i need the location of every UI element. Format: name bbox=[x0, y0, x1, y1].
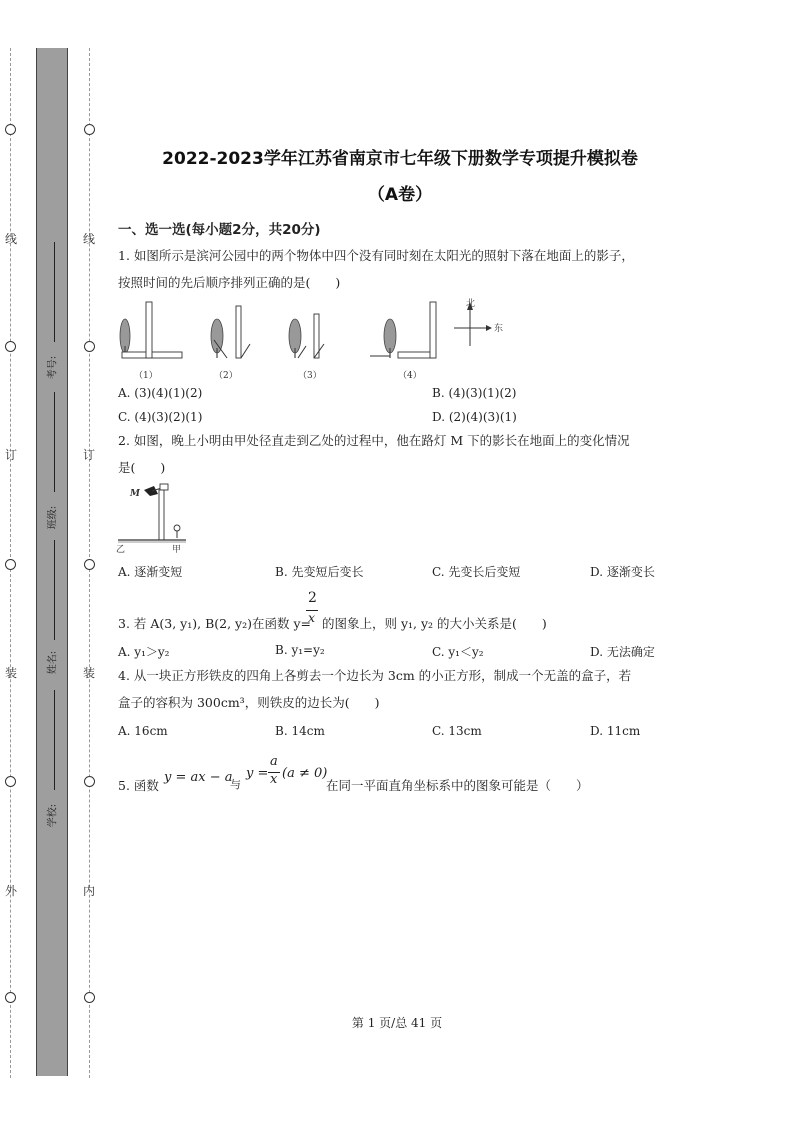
binding-hole bbox=[84, 992, 95, 1003]
figure-label: （4） bbox=[398, 371, 422, 381]
figure-label: （1） bbox=[134, 371, 158, 381]
shadow-figure-3 bbox=[289, 314, 324, 381]
margin-char: 内 bbox=[82, 884, 95, 898]
margin-char: 装 bbox=[82, 666, 95, 680]
binding-hole bbox=[5, 992, 16, 1003]
shadow-figure-1 bbox=[120, 302, 182, 381]
field-underline bbox=[54, 392, 55, 492]
field-school[interactable]: 学校: bbox=[47, 803, 59, 828]
option-d[interactable]: D. 无法确定 bbox=[590, 645, 655, 659]
option-b[interactable]: B. (4)(3)(1)(2) bbox=[432, 386, 517, 400]
compass-east: 东 bbox=[494, 324, 504, 334]
question-2-figure bbox=[114, 482, 194, 556]
question-5-stem bbox=[118, 754, 678, 798]
stem-post: 的图象上，则 y₁, y₂ 的大小关系是( ) bbox=[322, 616, 547, 631]
field-class[interactable]: 班级: bbox=[47, 505, 59, 530]
fraction-numerator: a bbox=[270, 754, 278, 769]
page-subtitle: （A卷） bbox=[367, 185, 433, 205]
page-title: 2022-2023学年江苏省南京市七年级下册数学专项提升模拟卷 bbox=[162, 149, 638, 169]
question-1-figure bbox=[114, 296, 514, 382]
binding-hole bbox=[84, 341, 95, 352]
stem-line: 4. 从一块正方形铁皮的四角上各剪去一个边长为 3cm 的小正方形，制成一个无盖的盒子，若 bbox=[118, 668, 632, 683]
stem-line: 盒子的容积为 300cm³，则铁皮的边长为( ) bbox=[118, 695, 380, 710]
point-label-jia: 甲 bbox=[172, 545, 182, 555]
field-exam-number[interactable]: 考号: bbox=[47, 355, 59, 380]
binding-hole bbox=[5, 559, 16, 570]
field-name[interactable]: 姓名: bbox=[47, 650, 59, 675]
page-footer: 第 1 页/总 41 页 bbox=[351, 1016, 443, 1030]
binding-hole bbox=[84, 559, 95, 570]
field-underline bbox=[54, 242, 55, 342]
stem-line: 2. 如图，晚上小明由甲处径直走到乙处的过程中，他在路灯 M 下的影长在地面上的变化情况 bbox=[118, 433, 630, 448]
margin-char: 线 bbox=[82, 232, 95, 246]
option-c[interactable]: C. y₁＜y₂ bbox=[432, 645, 484, 659]
stem-line: 按照时间的先后顺序排列正确的是( ) bbox=[118, 275, 341, 290]
binding-hole bbox=[5, 124, 16, 135]
option-d[interactable]: D. (2)(4)(3)(1) bbox=[432, 410, 517, 424]
formula-y: y = bbox=[246, 766, 269, 781]
lamp-label: M bbox=[130, 489, 140, 499]
figure-label: （3） bbox=[298, 371, 322, 381]
option-b[interactable]: B. 14cm bbox=[275, 724, 325, 738]
option-d[interactable]: D. 逐渐变长 bbox=[590, 565, 655, 579]
compass-north: 北 bbox=[466, 299, 476, 309]
shadow-figure-4 bbox=[370, 302, 436, 381]
stem-post: 在同一平面直角坐标系中的图象可能是（ ） bbox=[326, 778, 589, 793]
option-c[interactable]: C. (4)(3)(2)(1) bbox=[118, 410, 203, 424]
section-heading: 一、选一选(每小题2分，共20分) bbox=[118, 222, 321, 238]
compass-icon bbox=[454, 297, 503, 346]
field-underline bbox=[54, 540, 55, 640]
option-b[interactable]: B. y₁=y₂ bbox=[275, 643, 325, 657]
question-4-stem bbox=[118, 665, 678, 714]
binding-strip bbox=[36, 48, 68, 1076]
binding-hole bbox=[5, 341, 16, 352]
stem-line: 是( ) bbox=[118, 460, 166, 475]
binding-hole bbox=[84, 776, 95, 787]
question-2-stem bbox=[118, 430, 678, 479]
margin-char: 订 bbox=[4, 448, 17, 462]
option-a[interactable]: A. 逐渐变短 bbox=[118, 565, 183, 579]
stem-pre: 3. 若 A(3, y₁), B(2, y₂)在函数 y= bbox=[118, 616, 311, 631]
stem-pre: 5. 函数 bbox=[118, 778, 159, 793]
stem-mid: 与 bbox=[230, 778, 241, 791]
option-d[interactable]: D. 11cm bbox=[590, 724, 641, 738]
option-a[interactable]: A. y₁＞y₂ bbox=[118, 645, 170, 659]
option-a[interactable]: A. 16cm bbox=[118, 724, 168, 738]
margin-char: 订 bbox=[82, 448, 95, 462]
formula-linear: y = ax − a bbox=[164, 770, 233, 785]
option-c[interactable]: C. 先变长后变短 bbox=[432, 565, 521, 579]
formula-condition: (a ≠ 0) bbox=[282, 766, 328, 781]
margin-char: 装 bbox=[4, 666, 17, 680]
fraction-numerator: 2 bbox=[308, 590, 317, 606]
question-3-stem bbox=[118, 588, 678, 631]
figure-label: （2） bbox=[214, 371, 238, 381]
stem-line: 1. 如图所示是滨河公园中的两个物体中四个没有同时刻在太阳光的照射下落在地面上的影子， bbox=[118, 248, 634, 263]
point-label-yi: 乙 bbox=[116, 545, 126, 555]
question-1-stem bbox=[118, 245, 678, 294]
fraction-denominator: x bbox=[308, 610, 316, 625]
margin-char: 线 bbox=[4, 232, 17, 246]
binding-hole bbox=[5, 776, 16, 787]
fraction-denominator: x bbox=[270, 772, 278, 787]
margin-char: 外 bbox=[4, 884, 17, 898]
binding-hole bbox=[84, 124, 95, 135]
option-a[interactable]: A. (3)(4)(1)(2) bbox=[118, 386, 203, 400]
field-underline bbox=[54, 690, 55, 790]
option-c[interactable]: C. 13cm bbox=[432, 724, 482, 738]
option-b[interactable]: B. 先变短后变长 bbox=[275, 565, 364, 579]
shadow-figure-2 bbox=[211, 306, 250, 381]
